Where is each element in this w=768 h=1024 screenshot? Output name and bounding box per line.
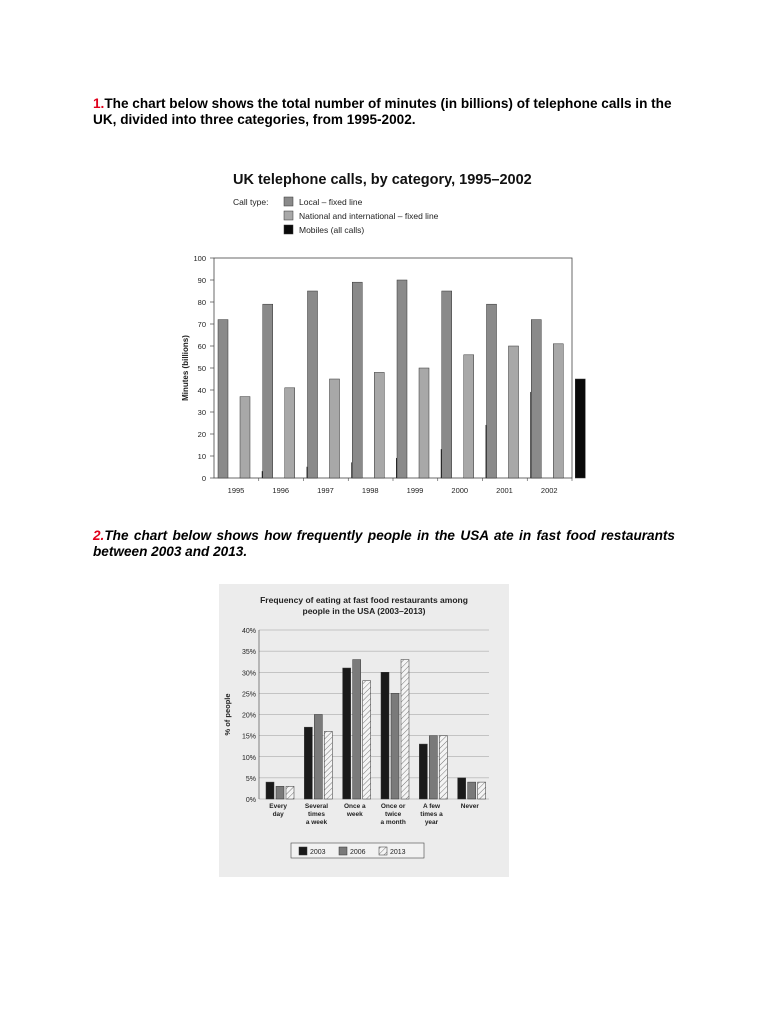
task-1-number: 1. (93, 96, 105, 111)
chart-1-x-tick-label: 1998 (361, 486, 379, 495)
chart-1-bar (397, 280, 407, 478)
chart-2-x-tick-label: day (272, 811, 284, 818)
chart-2-x-tick-label: week (346, 811, 363, 818)
fast-food-frequency-chart (219, 584, 509, 877)
task-2-text: The chart below shows how frequently people in the USA ate in fast food restaurants between 2003 and 2013. (93, 528, 675, 559)
chart-2-y-tick-label: 35% (241, 649, 256, 657)
chart-2-x-tick-label: times a (420, 811, 443, 818)
chart-1-x-tick-label: 2000 (451, 486, 469, 495)
chart-2-legend-label: 2013 (390, 849, 406, 856)
chart-1-x-tick-label: 2001 (496, 486, 513, 495)
chart-2-bar (314, 715, 322, 800)
chart-1-bar (509, 346, 519, 478)
chart-1-bar (487, 304, 497, 478)
chart-2-legend-swatch (299, 847, 307, 855)
chart-1-y-tick-label: 70 (197, 320, 206, 329)
chart-1-bar (263, 304, 273, 478)
chart-2-y-tick-label: 0% (245, 797, 256, 804)
chart-2-y-tick-label: 15% (241, 733, 256, 741)
chart-2-bar (276, 786, 284, 799)
chart-1-x-tick-label: 1996 (272, 486, 290, 495)
chart-2-bar (458, 778, 466, 799)
chart-2-legend-swatch (379, 847, 387, 855)
chart-2-bar (478, 782, 486, 799)
chart-1-legend-label: Local – fixed line (299, 197, 363, 207)
chart-2-bar (353, 660, 361, 799)
uk-telephone-calls-svg (170, 160, 590, 500)
chart-1-title: UK telephone calls, by category, 1995–2002 (233, 172, 532, 188)
chart-1-bar (575, 379, 585, 478)
chart-2-legend-label: 2003 (310, 849, 326, 856)
chart-1-bar (352, 282, 362, 478)
chart-2-x-tick-label: Several (304, 803, 329, 810)
chart-1-y-tick-label: 40 (197, 386, 206, 395)
task-1-prompt (93, 96, 675, 128)
chart-1-x-tick-label: 1997 (317, 486, 334, 495)
chart-2-y-tick-label: 10% (241, 754, 256, 762)
chart-1-y-tick-label: 10 (197, 452, 206, 461)
chart-2-x-tick-label: twice (385, 811, 402, 818)
chart-1-legend-swatch (284, 225, 293, 234)
chart-1-legend-label: National and international – fixed line (299, 211, 439, 221)
chart-2-title-line: people in the USA (2003–2013) (302, 606, 426, 616)
chart-1-legend-swatch (284, 197, 293, 206)
chart-1-legend-swatch (284, 211, 293, 220)
chart-2-bar (381, 672, 389, 799)
chart-2-bar (419, 744, 427, 799)
chart-1-x-tick-label: 1999 (406, 486, 424, 495)
chart-2-x-tick-label: Once or (380, 803, 406, 810)
chart-2-x-tick-label: times (308, 811, 325, 818)
chart-2-bar (304, 727, 312, 799)
chart-2-bar (266, 782, 274, 799)
chart-2-bar (429, 736, 437, 799)
chart-2-x-tick-label: A few (422, 803, 441, 810)
task-2-number: 2. (93, 528, 105, 543)
chart-1-x-tick-label: 2002 (540, 486, 558, 495)
uk-telephone-calls-chart (170, 160, 590, 500)
chart-2-legend-label: 2006 (350, 849, 366, 856)
chart-2-x-tick-label: a week (305, 819, 328, 826)
chart-2-bar (401, 660, 409, 799)
chart-2-y-tick-label: 30% (241, 670, 256, 678)
chart-2-bar (363, 681, 371, 799)
chart-1-bar (374, 372, 384, 478)
chart-2-y-axis-label: % of people (223, 693, 232, 736)
chart-2-bar (324, 731, 332, 799)
chart-1-bar (285, 388, 295, 478)
chart-2-x-tick-label: Once a (343, 803, 366, 810)
chart-1-y-tick-label: 30 (197, 408, 206, 417)
chart-1-bar (531, 320, 541, 478)
chart-1-y-tick-label: 80 (197, 298, 206, 307)
chart-1-bar (553, 344, 563, 478)
chart-2-bar (468, 782, 476, 799)
chart-2-y-tick-label: 40% (241, 628, 256, 635)
chart-2-x-tick-label: a month (380, 819, 406, 826)
chart-2-y-tick-label: 5% (245, 775, 256, 783)
chart-1-x-tick-label: 1995 (227, 486, 245, 495)
chart-2-y-tick-label: 20% (241, 712, 256, 720)
chart-2-title-line: Frequency of eating at fast food restaurants among (260, 595, 468, 605)
chart-1-y-axis-label: Minutes (billions) (181, 335, 190, 401)
chart-1-bar (464, 355, 474, 478)
chart-2-bar (391, 693, 399, 799)
chart-1-y-tick-label: 60 (197, 342, 206, 351)
task-2-prompt (93, 528, 675, 560)
chart-2-x-tick-label: Every (269, 803, 288, 810)
task-1-text: The chart below shows the total number of minutes (in billions) of telephone calls in the UK, divided into three categories, from 1995-2002. (93, 96, 672, 127)
chart-1-legend-label: Mobiles (all calls) (299, 225, 365, 235)
chart-2-x-tick-label: year (424, 819, 439, 826)
chart-1-y-tick-label: 20 (197, 430, 206, 439)
chart-1-legend-title: Call type: (233, 197, 269, 207)
fast-food-frequency-svg (219, 584, 509, 877)
chart-2-bar (343, 668, 351, 799)
chart-2-bar (286, 786, 294, 799)
chart-1-bar (442, 291, 452, 478)
chart-2-y-tick-label: 25% (241, 691, 256, 699)
chart-2-bar (439, 736, 447, 799)
chart-1-y-tick-label: 100 (193, 254, 206, 263)
chart-1-bar (240, 397, 250, 478)
chart-1-y-tick-label: 0 (201, 474, 206, 483)
chart-2-legend-swatch (339, 847, 347, 855)
chart-2-x-tick-label: Never (460, 803, 479, 810)
chart-1-bar (419, 368, 429, 478)
chart-1-bar (218, 320, 228, 478)
chart-1-bar (330, 379, 340, 478)
chart-1-bar (308, 291, 318, 478)
chart-1-y-tick-label: 90 (197, 276, 206, 285)
chart-1-y-tick-label: 50 (197, 364, 206, 373)
